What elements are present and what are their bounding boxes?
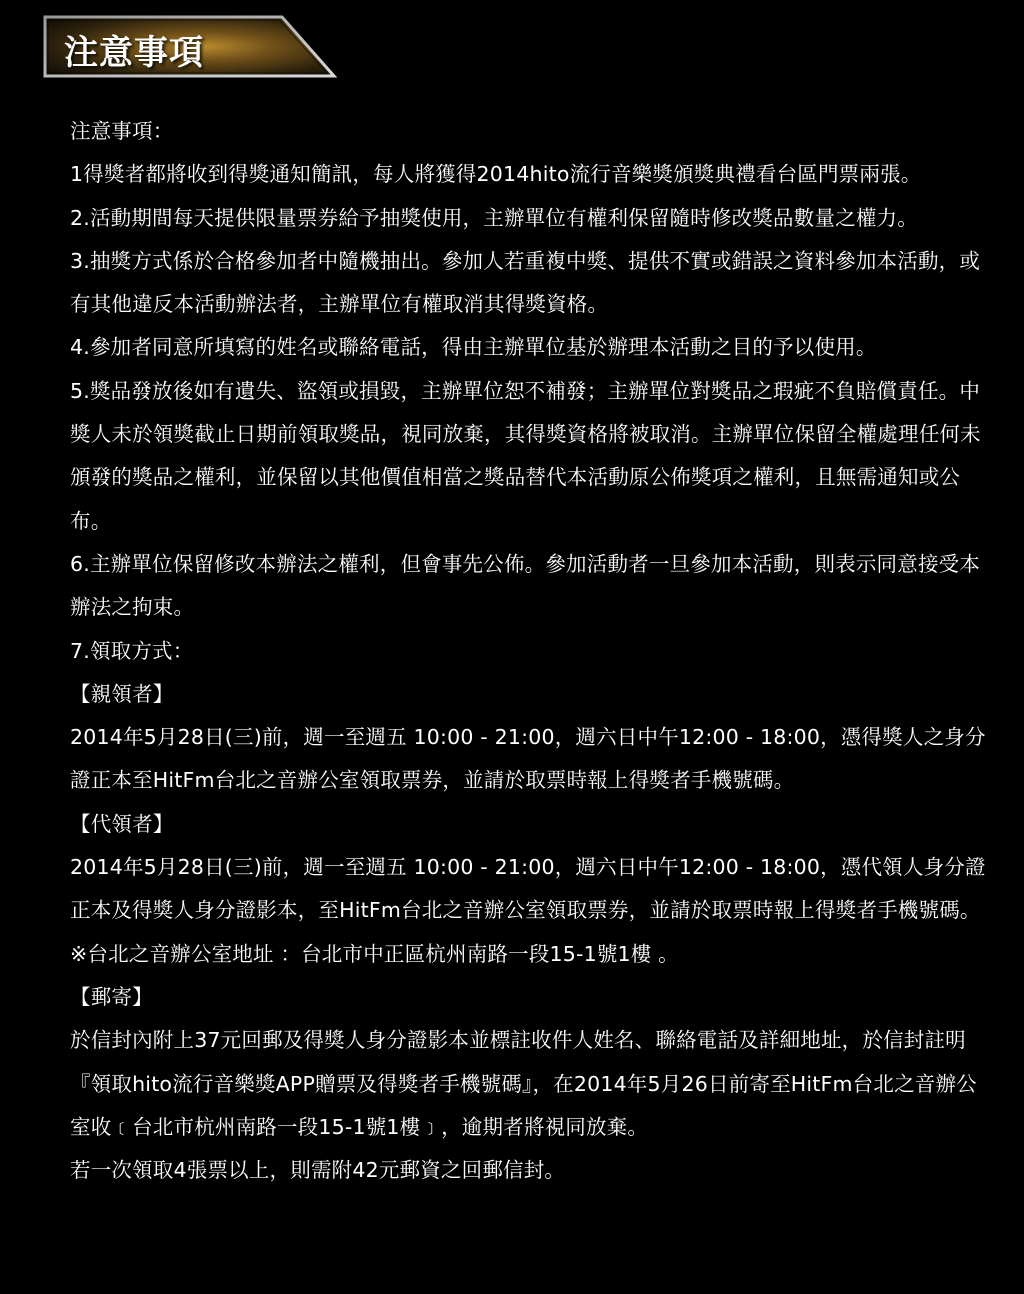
notice-item-4: 4.參加者同意所填寫的姓名或聯絡電話，得由主辦單位基於辦理本活動之目的予以使用。 [70,335,877,360]
notice-heading: 注意事項： [70,119,174,143]
notice-item-7: 7.領取方式： [70,638,194,663]
pickup-proxy-label: 【代領者】 [70,811,174,836]
page-title: 注意事項 [64,33,204,73]
notice-item-5: 5.獎品發放後如有遺失、盜領或損毀，主辦單位恕不補發；主辦單位對獎品之瑕疵不負賠償責任。中獎人未於領獎截止日期前領取獎品，視同放棄，其得獎資格將被取消。主辦單位保留全權處理任何未頒發的獎品之權利，並保留以其他價值相當之獎品替代本活動原公佈獎項之權利，且無需通知或公布。 [70,378,981,533]
notice-item-6: 6.主辦單位保留修改本辦法之權利，但會事先公佈。參加活動者一旦參加本活動，則表示同意接受本辦法之拘束。 [70,551,981,620]
pickup-in-person-label: 【親領者】 [70,681,174,706]
notice-item-2: 2.活動期間每天提供限量票券給予抽獎使用，主辦單位有權利保留隨時修改獎品數量之權力。 [70,205,918,230]
notice-content [70,110,990,1192]
notice-item-3: 3.抽獎方式係於合格參加者中隨機抽出。參加人若重複中獎、提供不實或錯誤之資料參加本活動，或有其他違反本活動辦法者，主辦單位有權取消其得獎資格。 [70,248,981,317]
pickup-mail-text: 於信封內附上37元回郵及得獎人身分證影本並標註收件人姓名、聯絡電話及詳細地址，於信封註明『領取hito流行音樂獎APP贈票及得獎者手機號碼』，在2014年5月26日前寄至HitFm台北之音辦公室收﹝台北市杭州南路一段15-1號1樓﹞，逾期者將視同放棄。 [70,1028,977,1139]
pickup-proxy-text: 2014年5月28日(三)前，週一至週五 10:00 - 21:00，週六日中午12:00 - 18:00，憑代領人身分證正本及得獎人身分證影本，至HitFm台北之音辦公室領取票券，並請於取票時報上得獎者手機號碼。※台北之音辦公室地址 ：台北市中正區杭州南路一段15-1號1樓 。 [70,855,986,966]
notice-item-1: 1得獎者都將收到得獎通知簡訊，每人將獲得2014hito流行音樂獎頒獎典禮看台區門票兩張。 [70,162,922,187]
pickup-mail-label: 【郵寄】 [70,984,153,1009]
pickup-mail-note: 若一次領取4張票以上，則需附42元郵資之回郵信封。 [70,1158,566,1183]
title-banner [42,14,338,80]
pickup-in-person-text: 2014年5月28日(三)前，週一至週五 10:00 - 21:00，週六日中午12:00 - 18:00，憑得獎人之身分證正本至HitFm台北之音辦公室領取票券，並請於取票時報上得獎者手機號碼。 [70,725,986,793]
